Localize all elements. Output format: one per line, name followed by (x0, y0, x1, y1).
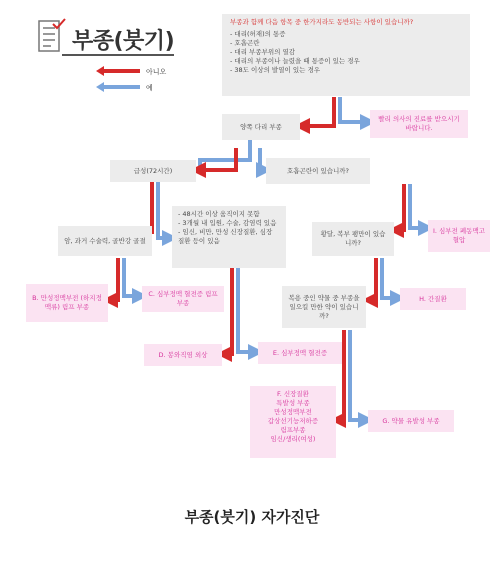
node-drug-question: 복용 중인 약물 중 부종을 일으킬 만한 약이 있습니까? (282, 286, 366, 328)
symptom-item: - 대리(허재)의 통증 (230, 30, 286, 38)
symptom-item: - 대리 부종부위의 열감 (230, 48, 296, 56)
result-c: C. 심부정맥 혈전증 림프 부종 (142, 286, 224, 312)
result-f-title: F. 신장질환 (277, 390, 309, 398)
result-f-item: 특발성 부종 (276, 399, 310, 407)
result-i: I. 심부전 폐동맥고혈압 (428, 220, 490, 252)
result-f-item: 갑상선기능저하증 (267, 417, 319, 425)
initial-question: 부종과 함께 다음 항목 중 한가지라도 동반되는 사항이 있습니까? (230, 18, 414, 26)
caption: 부종(붓기) 자가진단 (184, 508, 320, 526)
node-risk-factors (172, 206, 286, 268)
initial-question-box (222, 14, 470, 96)
symptom-item: - 호흡곤란 (230, 39, 260, 47)
risk-factor: - 임신, 비만, 만성 신장질환, 심장 질환 등이 있음 (178, 228, 273, 245)
result-f-item: 임신/생리(여성) (270, 435, 316, 443)
node-past-surgery: 암, 과거 수술력, 골반강 골절 (58, 226, 152, 256)
result-b: B. 만성정맥부전 (하지정맥류) 림프 부종 (26, 284, 108, 322)
result-f-item: 만성정맥부전 (274, 408, 312, 416)
node-both-legs: 양쪽 다리 부종 (222, 114, 300, 140)
result-d: D. 봉와직염 외상 (144, 344, 222, 366)
node-breathing-question: 호흡곤란이 있습니까? (266, 158, 370, 184)
symptom-list (230, 30, 462, 75)
legend-yes-label: 예 (146, 84, 153, 92)
result-e: E. 심부정맥 혈전증 (258, 342, 342, 364)
symptom-item: - 38도 이상의 발열이 있는 경우 (230, 66, 321, 74)
result-f-item: 림프부종 (280, 426, 306, 434)
risk-factor: - 3개월 내 입원, 수술, 감염력 있음 (178, 219, 277, 227)
result-see-doctor: 빨리 의사의 진료를 받으시기 바랍니다. (370, 110, 468, 138)
legend-no-label: 아니오 (146, 68, 167, 76)
result-h: H. 간질환 (400, 288, 466, 310)
page-title: 부종(붓기) (72, 29, 175, 54)
symptom-item: - 대리의 부종이나 늘렸을 때 통증이 있는 경우 (230, 57, 360, 65)
result-g: G. 약물 유발성 부종 (368, 410, 454, 432)
node-acute: 급성(72시간) (110, 160, 196, 182)
node-jaundice-question: 황달, 복부 팽만이 있습니까? (312, 222, 394, 256)
result-f (250, 386, 336, 458)
risk-factor: - 48시간 이상 움직이지 못함 (178, 210, 260, 218)
